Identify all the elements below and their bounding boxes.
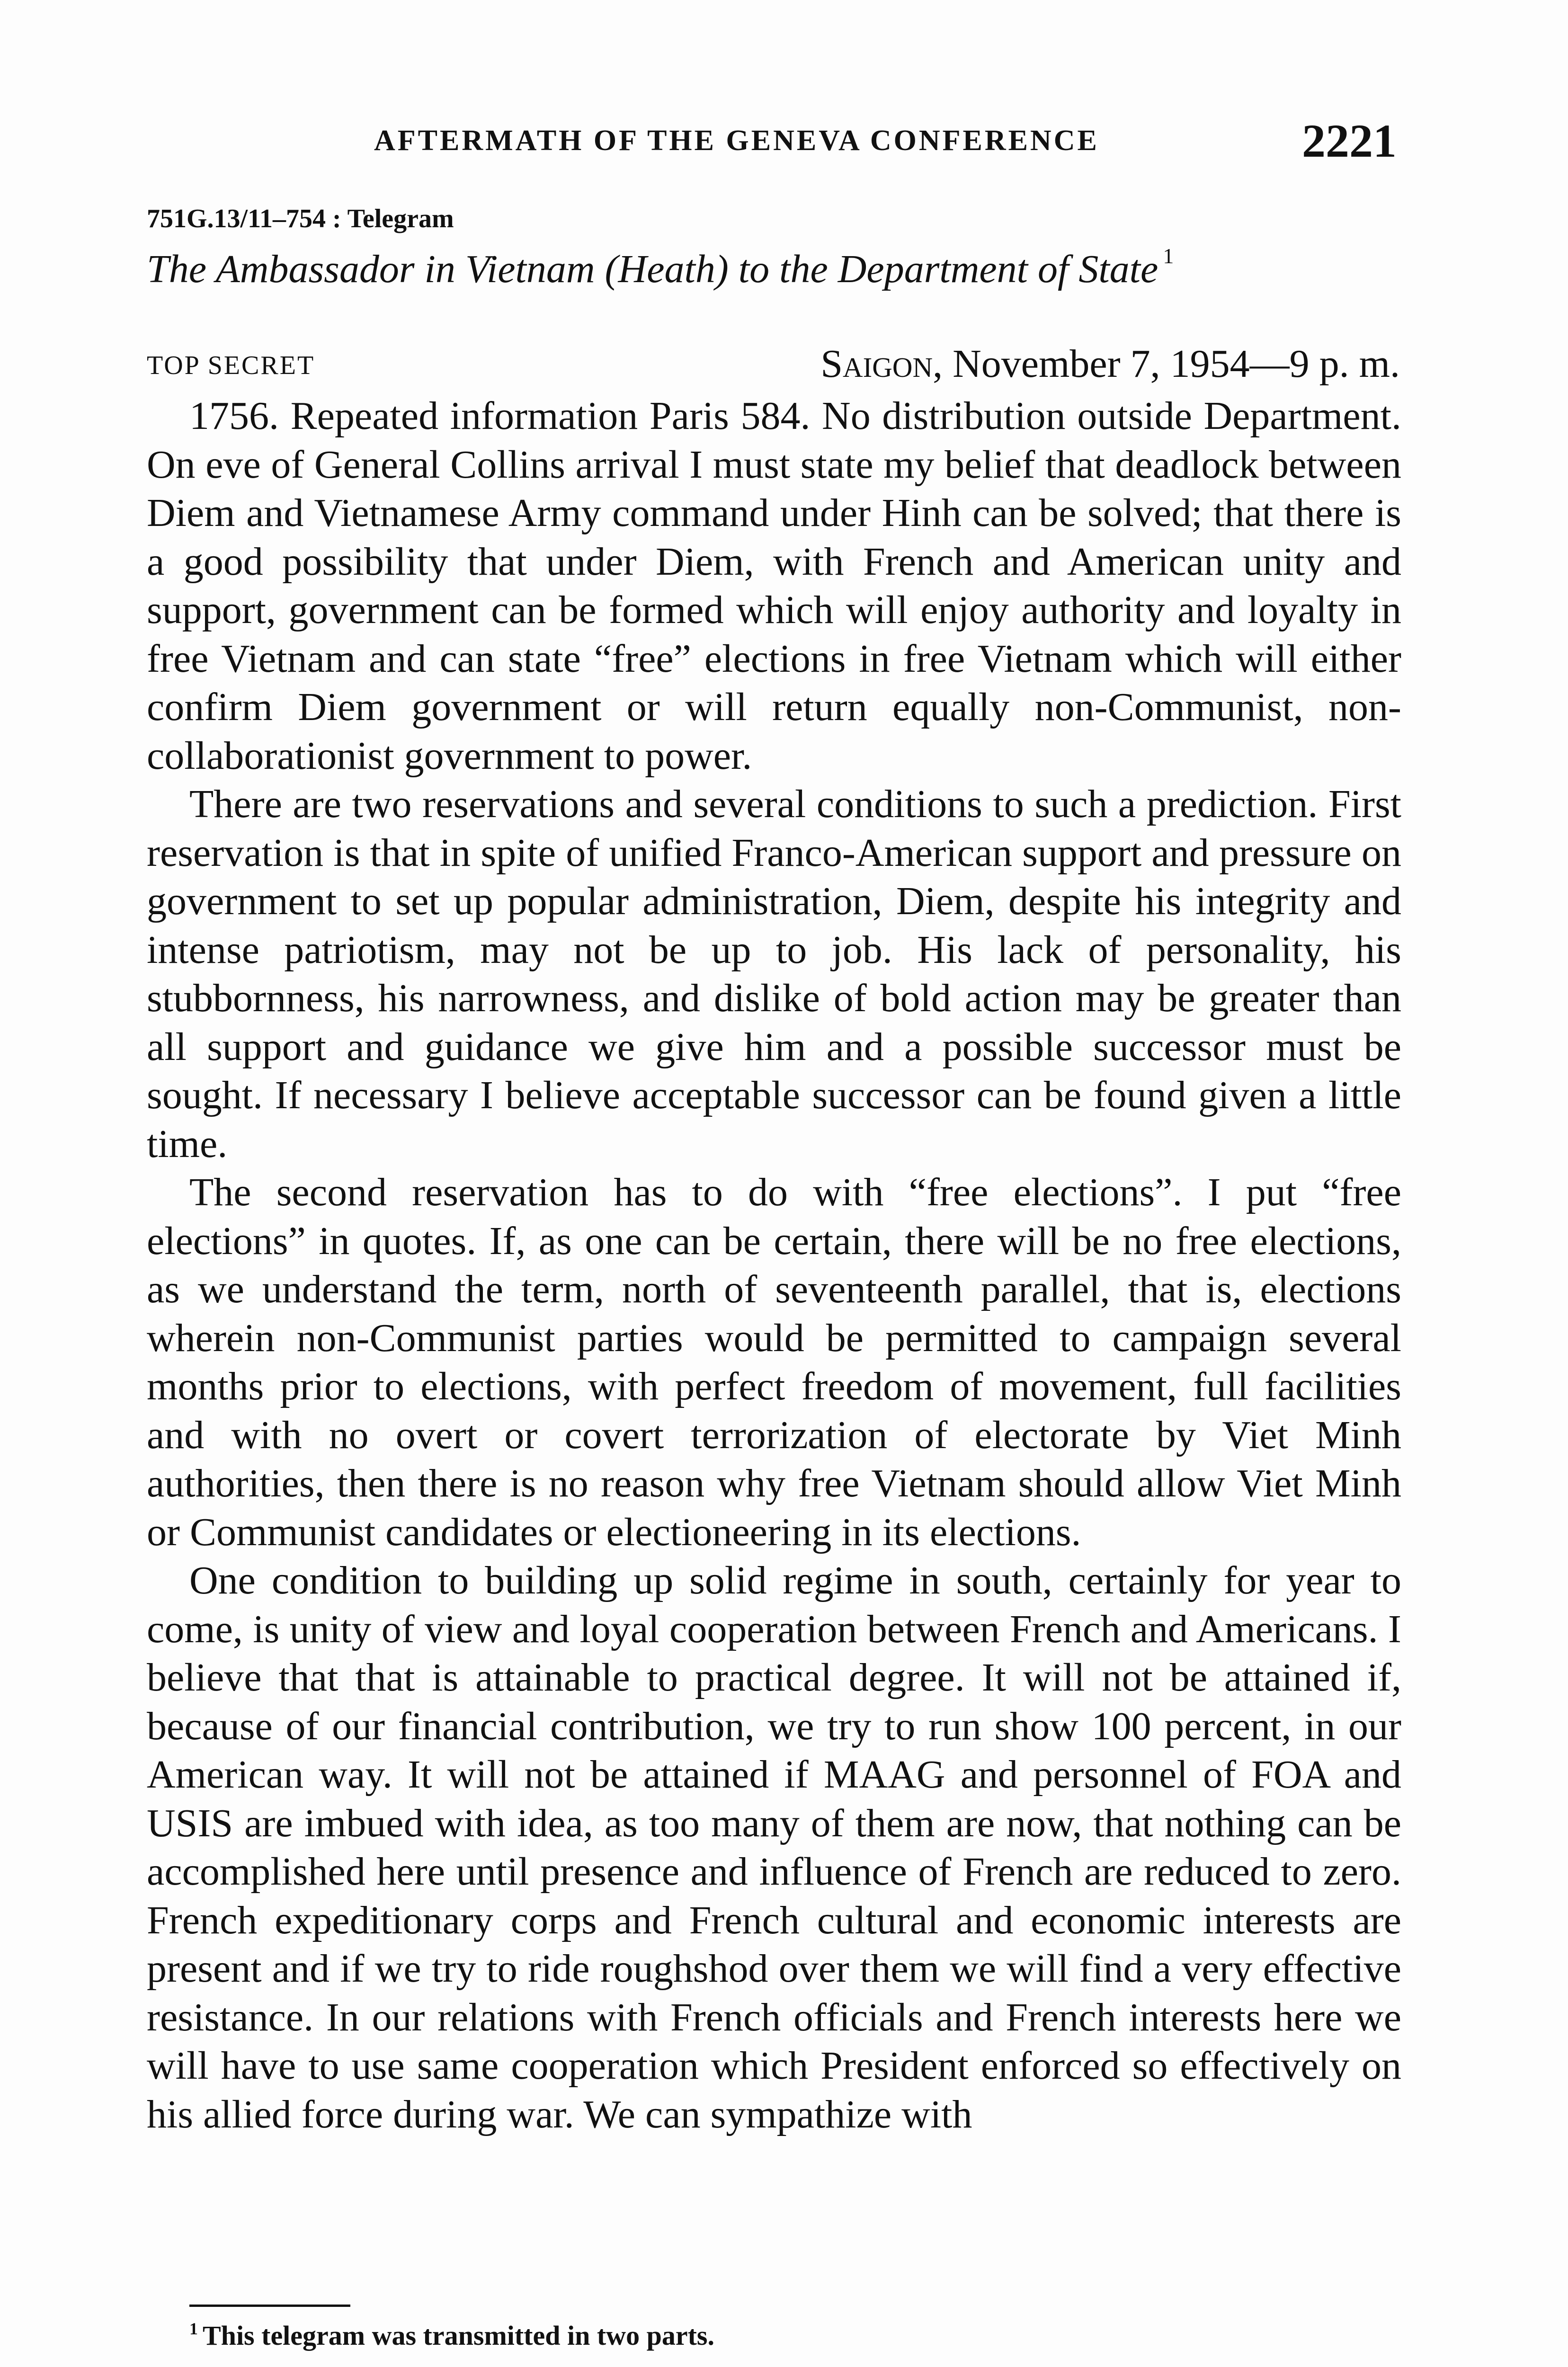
dateline-date: , November 7, 1954—9 p. m. <box>933 342 1400 386</box>
paragraph: The second reservation has to do with “free elections”. I put “free elections” in quotes. If, as one can be certain, there will be no free elections, as we understand the term, north of seventeenth parallel, that is, elections wherein non-Communist parties would be permitted to campaign several months prior to elections, with perfect freedom of movement, full facilities and with no overt or covert terrorization of electorate by Viet Minh authorities, then there is no reason why free Vietnam should allow Viet Minh or Communist candidates or electioneering in its elections. <box>147 1170 1401 1554</box>
paragraph: 1756. Repeated information Paris 584. No distribution outside Department. On eve of General Collins arrival I must state my belief that deadlock between Diem and Vietnamese Army command under Hinh can be solved; that there is a good possibility that under Diem, with French and American unity and support, government can be formed which will enjoy authority and loyalty in free Vietnam and can state “free” elections in free Vietnam which will either confirm Diem government or will return equally non-Communist, non-collaborationist government to power. <box>147 394 1401 778</box>
document-title-text: The Ambassador in Vietnam (Heath) to the Department of State <box>147 247 1158 291</box>
file-reference: 751G.13/11–754 : Telegram <box>147 204 454 233</box>
classification-label: TOP SECRET <box>147 351 315 380</box>
running-title: AFTERMATH OF THE GENEVA CONFERENCE <box>374 125 1099 157</box>
dateline-place: Saigon <box>820 342 933 386</box>
footnote-divider <box>189 2305 350 2307</box>
document-title <box>147 246 1174 292</box>
title-footnote-mark: 1 <box>1163 244 1174 268</box>
dateline <box>820 341 1400 387</box>
page-number: 2221 <box>1302 115 1397 167</box>
paragraph: One condition to building up solid regime in south, certainly for year to come, is unity of view and loyal cooperation between French and Americans. I believe that that is attainable to practical degree. It will not be attained if, because of our financial contribution, we try to run show 100 percent, in our American way. It will not be attained if MAAG and personnel of FOA and USIS are imbued with idea, as too many of them are now, that nothing can be accomplished here until presence and influence of French are reduced to zero. French expeditionary corps and French cultural and economic interests are present and if we try to ride roughshod over them we will find a very effective resistance. In our relations with French officials and French interests here we will have to use same cooperation which President enforced so effectively on his allied force during war. We can sympathize with <box>147 1558 1401 2136</box>
footnote-mark: 1 <box>189 2319 198 2338</box>
footnote <box>189 2320 714 2351</box>
telegram-body <box>147 392 1401 2139</box>
running-head <box>147 114 1397 170</box>
footnote-text: This telegram was transmitted in two parts. <box>203 2320 714 2351</box>
paragraph: There are two reservations and several conditions to such a prediction. First reservation is that in spite of unified Franco-American support and pressure on government to set up popular administration, Diem, despite his integrity and intense patriotism, may not be up to job. His lack of personality, his stubbornness, his narrowness, and dislike of bold action may be greater than all support and guidance we give him and a possible successor must be sought. If necessary I believe acceptable successor can be found given a little time. <box>147 782 1401 1166</box>
